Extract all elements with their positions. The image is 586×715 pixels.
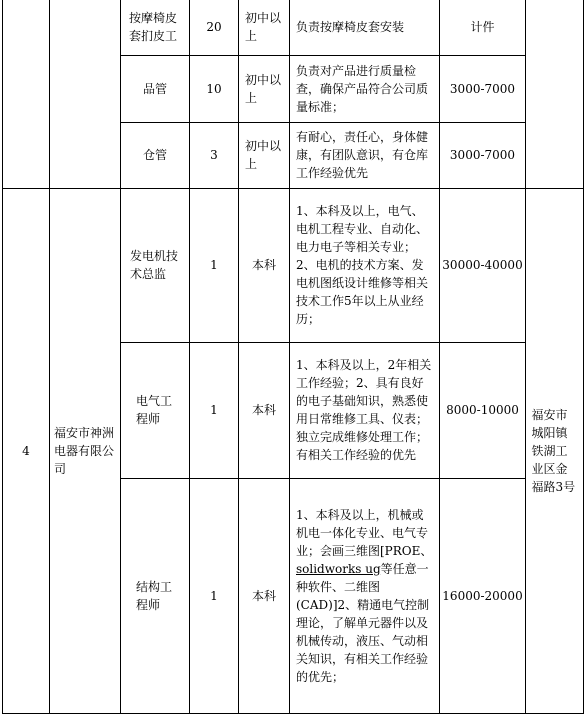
position-text: 结构工程师 <box>136 579 173 612</box>
education-text: 初中以上 <box>245 139 282 171</box>
index-cell: 4 <box>3 188 50 713</box>
salary-cell: 16000-20000 <box>440 478 526 713</box>
address-text: 福安市城阳镇铁湖工业区金福路3号 <box>531 407 576 494</box>
count-cell: 10 <box>190 55 239 122</box>
requirement-cell: 有耐心，责任心，身体健康，有团队意识，有仓库工作经验优先 <box>290 122 440 188</box>
address-cell <box>526 188 584 713</box>
position-text: 电气工程师 <box>136 394 173 426</box>
requirement-cell: 负责对产品进行质量检查，确保产品符合公司质量标准； <box>290 55 440 122</box>
salary-cell: 计件 <box>440 0 526 55</box>
salary-cell: 8000-10000 <box>440 342 526 478</box>
position-text: 发电机技术总监 <box>130 249 179 281</box>
position-text: 按摩椅皮套扪皮工 <box>129 11 178 44</box>
address-cell-empty <box>526 0 584 188</box>
position-cell <box>121 342 190 478</box>
count-cell: 3 <box>190 122 239 188</box>
education-cell: 本科 <box>239 188 290 342</box>
education-cell <box>239 122 290 188</box>
position-cell <box>121 0 190 55</box>
position-cell: 品管 <box>121 55 190 122</box>
education-cell: 本科 <box>239 478 290 713</box>
count-cell: 20 <box>190 0 239 55</box>
position-cell <box>121 478 190 713</box>
salary-cell: 3000-7000 <box>440 55 526 122</box>
table-row <box>3 0 584 55</box>
education-cell <box>239 0 290 55</box>
education-cell: 本科 <box>239 342 290 478</box>
count-cell: 1 <box>190 478 239 713</box>
salary-cell: 30000-40000 <box>440 188 526 342</box>
requirement-cell: 1、本科及以上，电气、电机工程专业、自动化、电力电子等相关专业；2、电机的技术方案、发电机图纸设计维修等相关技术工作5年以上从业经历； <box>290 188 440 342</box>
requirement-cell <box>290 478 440 713</box>
count-cell: 1 <box>190 188 239 342</box>
table-row <box>3 188 584 342</box>
requirement-cell: 负责按摩椅皮套安装 <box>290 0 440 55</box>
recruitment-table <box>2 0 584 714</box>
salary-cell: 3000-7000 <box>440 122 526 188</box>
index-cell-empty <box>3 0 50 188</box>
company-cell <box>50 188 121 713</box>
company-cell-empty <box>50 0 121 188</box>
education-text: 初中以上 <box>245 72 282 105</box>
software-underlined: solidworks ug <box>296 561 381 576</box>
education-cell <box>239 55 290 122</box>
requirement-text-part2: 等任意一种软件、二维图(CAD)]2、精通电气控制理论，了解单元器件以及机械传动，液压、气动相关知识，有相关工作经验的优先； <box>296 561 430 684</box>
count-cell: 1 <box>190 342 239 478</box>
requirement-text-part1: 1、本科及以上，机械或机电一体化专业、电气专业；会画三维图[PROE、 <box>296 507 433 558</box>
position-cell <box>121 188 190 342</box>
company-name: 福安市神洲电器有限公司 <box>54 425 115 476</box>
requirement-cell: 1、本科及以上，2年相关工作经验；2、具有良好的电子基础知识，熟悉使用日常维修工具、仪表；独立完成维修处理工作；有相关工作经验的优先 <box>290 342 440 478</box>
position-cell: 仓管 <box>121 122 190 188</box>
education-text: 初中以上 <box>245 11 282 44</box>
